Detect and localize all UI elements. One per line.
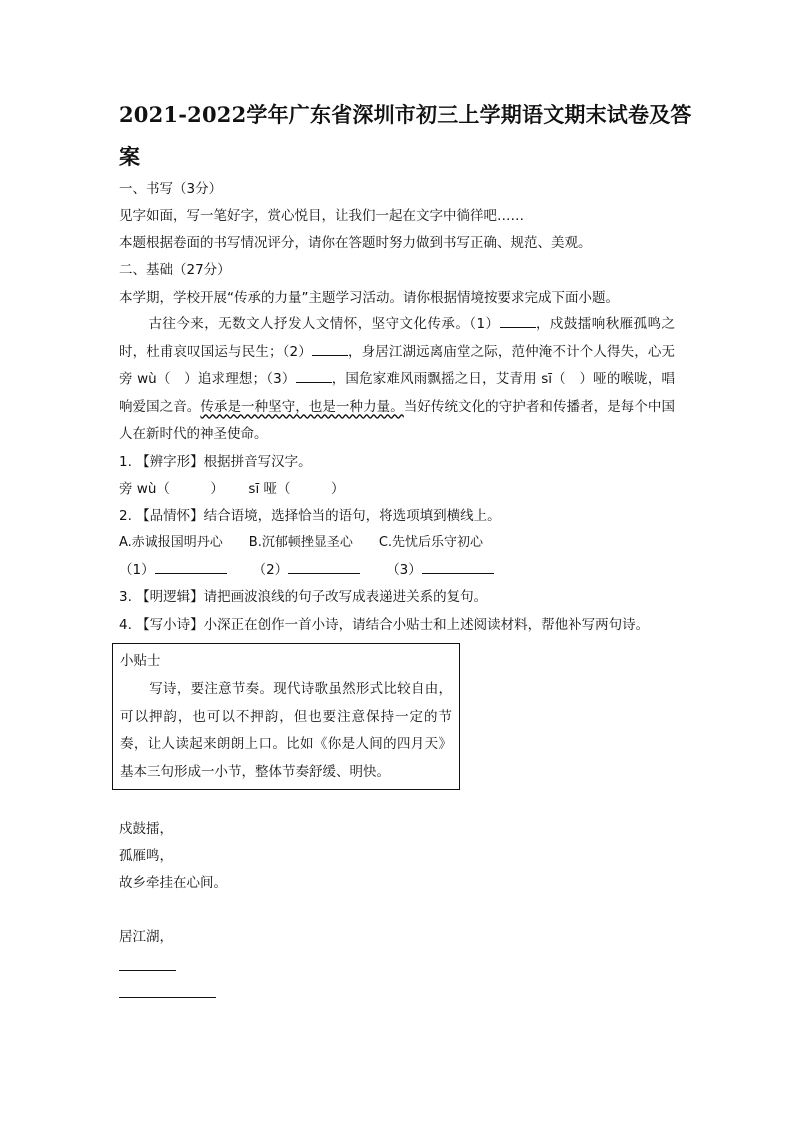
wavy-underlined-sentence: 传承是一种坚守，也是一种力量。 [200, 398, 404, 415]
q2-blank-1-label: （1） [119, 562, 155, 578]
passage-part2: ，戍鼓擂响秋雁孤鸣之时，杜甫哀叹国运与民生；（2） [119, 316, 676, 360]
reading-passage [119, 311, 675, 449]
document-title: 2021-2022学年广东省深圳市初三上学期语文期末试卷及答案 [119, 102, 692, 169]
passage-part5: 当好传统文化的守护者和传播者，是每个中国人在新时代的神圣使命。 [119, 398, 675, 442]
poem-answer-line-2[interactable] [119, 997, 216, 998]
question-2-options: A.赤诚报国明丹心 B.沉郁顿挫显圣心 C.先忧后乐守初心 [119, 535, 484, 550]
q2-blank-2 [288, 559, 360, 574]
poem-line-2: 孤雁鸣， [119, 848, 173, 864]
passage-blank-3 [296, 368, 332, 383]
tips-box [112, 643, 460, 790]
question-3: 3. 【明逻辑】请把画波浪线的句子改写成表递进关系的复句。 [119, 589, 488, 605]
tips-body [120, 676, 452, 786]
section1-line2: 本题根据卷面的书写情况评分，请你在答题时努力做到书写正确、规范、美观。 [119, 235, 592, 251]
passage-blank-1 [500, 313, 536, 328]
passage-part1: 古往今来，无数文人抒发人文情怀，坚守文化传承。（1） [148, 316, 500, 332]
question-1: 1. 【辨字形】根据拼音写汉字。 [119, 454, 312, 470]
question-2: 2. 【品情怀】结合语境，选择恰当的语句，将选项填到横线上。 [119, 508, 501, 524]
question-1-answer: 旁 wù（ ） sī 哑（ ） [119, 481, 345, 497]
poem-answer-line-1[interactable] [119, 970, 176, 971]
poem-line-3: 故乡牵挂在心间。 [119, 875, 227, 891]
passage-blank-2 [312, 341, 348, 356]
q2-blank-1 [155, 559, 227, 574]
tips-body-text: 写诗，要注意节奏。现代诗歌虽然形式比较自由，可以押韵，也可以不押韵，但也要注意保持一定的节奏，让人读起来朗朗上口。比如《你是人间的四月天》基本三句形成一小节，整体节奏舒缓、明快。 [120, 681, 452, 780]
q2-blank-3-label: （3） [386, 562, 422, 578]
question-2-blanks [119, 556, 494, 584]
poem-line-1: 戍鼓擂， [119, 821, 173, 837]
question-4: 4. 【写小诗】小深正在创作一首小诗，请结合小贴士和上述阅读材料，帮他补写两句诗。 [119, 617, 650, 633]
passage-part3: ，身居江湖远离庙堂之际，范仲淹不计个人得失，心无旁 wù（ ）追求理想；（3） [119, 343, 676, 387]
section2-heading: 二、基础（27分） [119, 262, 231, 278]
section2-intro: 本学期，学校开展“传承的力量”主题学习活动。请你根据情境按要求完成下面小题。 [119, 290, 619, 306]
q2-blank-3 [422, 559, 494, 574]
section1-heading: 一、书写（3分） [119, 181, 223, 197]
passage-part4: ，国危家难风雨飘摇之日，艾青用 sī（ ）哑的喉咙，唱响爱国之音。 [119, 371, 675, 415]
q2-blank-2-label: （2） [252, 562, 289, 578]
section1-line1: 见字如面，写一笔好字，赏心悦目，让我们一起在文字中徜徉吧…… [119, 208, 524, 224]
poem-line-4: 居江湖， [119, 929, 173, 945]
tips-title: 小贴士 [120, 653, 161, 669]
